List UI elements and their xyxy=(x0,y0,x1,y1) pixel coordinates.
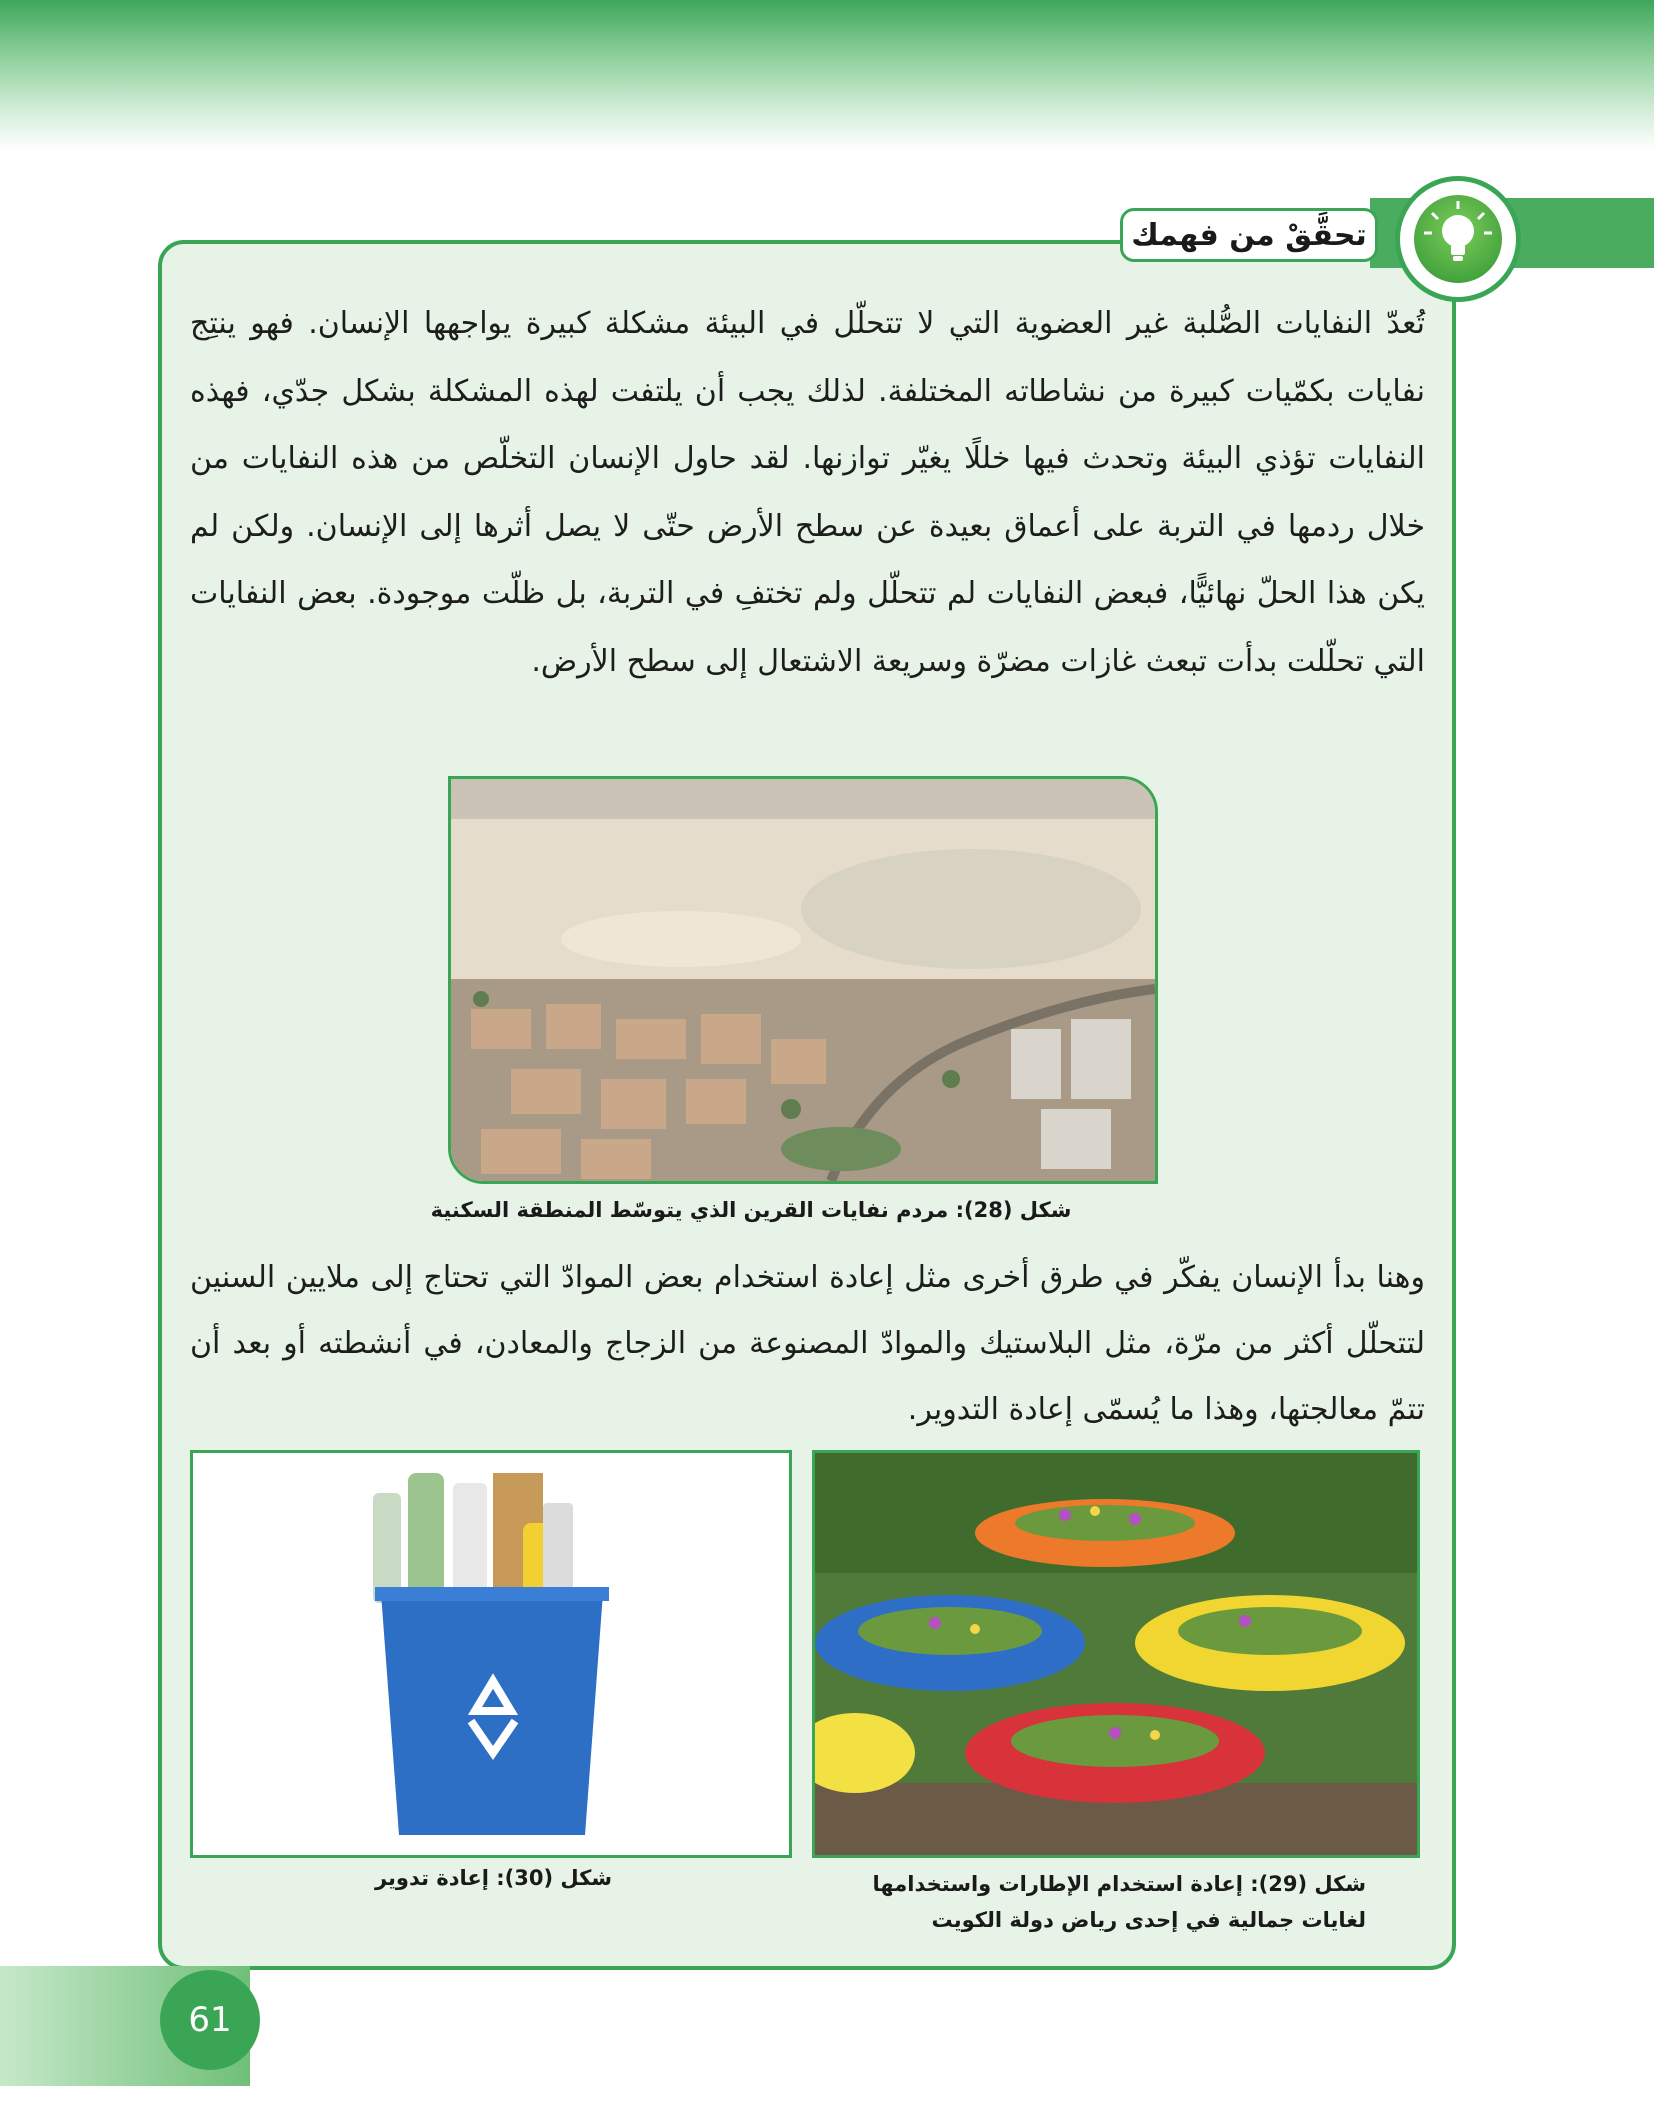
tire-planters-photo xyxy=(812,1450,1420,1858)
recycling-bin-photo xyxy=(190,1450,792,1858)
figure-28-caption: شكل (28): مردم نفايات القرين الذي يتوسّط المنطقة السكنية xyxy=(430,1198,1072,1222)
section-title: تحقَّقْ من فهمك xyxy=(1131,217,1367,253)
top-gradient-band xyxy=(0,0,1654,150)
figure-30-caption: شكل (30): إعادة تدوير xyxy=(374,1866,612,1890)
figure-29-caption-line1: شكل (29): إعادة استخدام الإطارات واستخدامها xyxy=(872,1872,1366,1896)
figure-29-caption-line2: لغايات جمالية في إحدى رياض دولة الكويت xyxy=(931,1908,1366,1932)
figure-29-caption xyxy=(818,1866,1366,1938)
page-number: 61 xyxy=(160,1970,260,2070)
recycling-paragraph: وهنا بدأ الإنسان يفكّر في طرق أخرى مثل إعادة استخدام بعض الموادّ التي تحتاج إلى ملايين السنين لتتحلّل أكثر من مرّة، مثل البلاستيك والموادّ المصنوعة من الزجاج والمعادن، في أنشطته أو بعد أن تتمّ معالجتها، وهذا ما يُسمّى إعادة التدوير. xyxy=(190,1260,1425,1427)
intro-paragraph: تُعدّ النفايات الصُّلبة غير العضوية التي لا تتحلّل في البيئة مشكلة كبيرة يواجهها الإنسان. فهو ينتِج نفايات بكمّيات كبيرة من نشاطاته المختلفة. لذلك يجب أن يلتفت لهذه المشكلة بشكل جدّي، فهذه النفايات تؤذي البيئة وتحدث فيها خللًا يغيّر توازنها. لقد حاول الإنسان التخلّص من هذه النفايات من خلال ردمها في التربة على أعماق بعيدة عن سطح الأرض حتّى لا يصل أثرها إلى الإنسان. ولكن لم يكن هذا الحلّ نهائيًّا، فبعض النفايات لم تتحلّل ولم تختفِ في التربة، بل ظلّت موجودة. بعض النفايات التي تحلّلت بدأت تبعث غازات مضرّة وسريعة الاشتعال إلى سطح الأرض. xyxy=(190,306,1425,679)
lightbulb-icon xyxy=(1414,195,1502,283)
landfill-photo xyxy=(448,776,1158,1184)
section-title-tab xyxy=(1120,208,1378,262)
lightbulb-badge xyxy=(1395,176,1521,302)
